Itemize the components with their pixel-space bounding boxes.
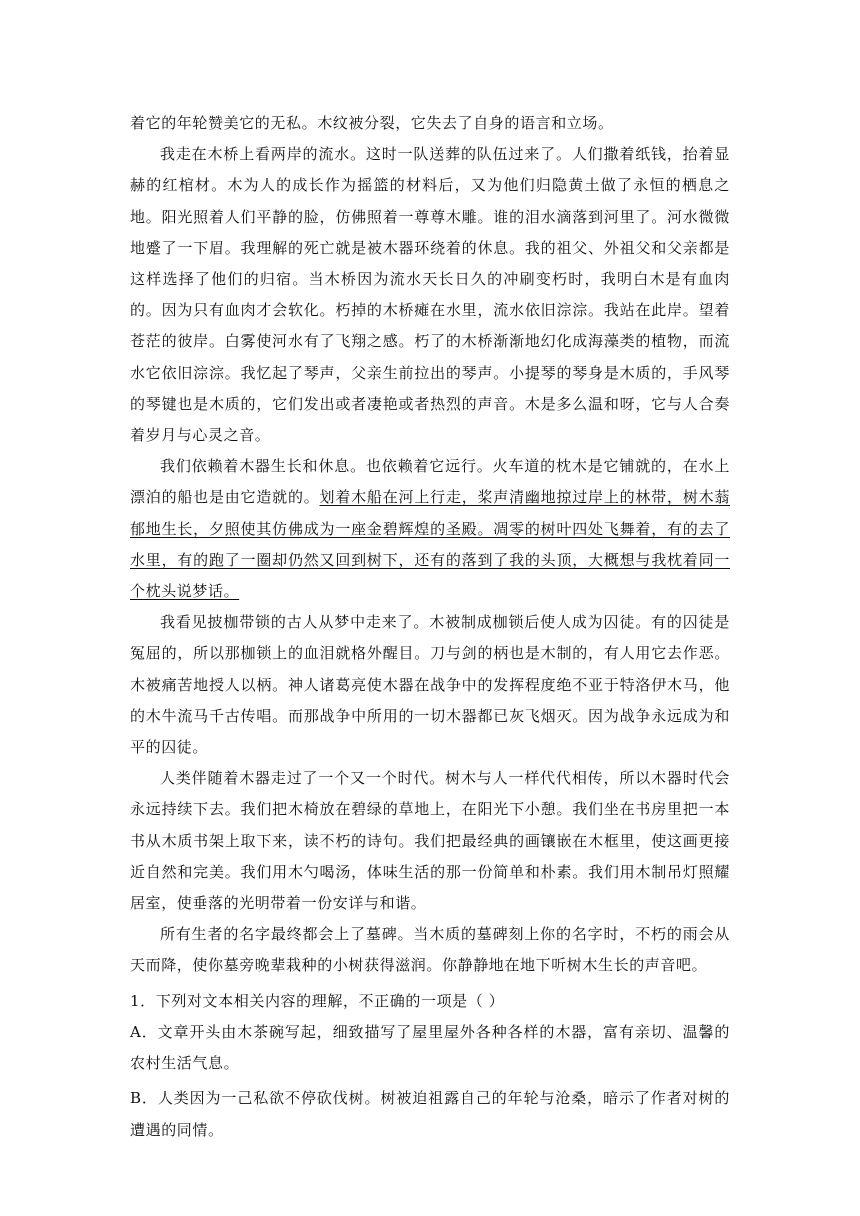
option-b: B．人类因为一己私欲不停砍伐树。树被迫祖露自己的年轮与沧桑，暗示了作者对树的遭遇的同情。 xyxy=(130,1089,730,1139)
paragraph-3: 我看见披枷带锁的古人从梦中走来了。木被制成枷锁后使人成为囚徒。有的囚徒是冤屈的，所以那枷锁上的血泪就格外醒目。刀与剑的柄也是木制的，有人用它去作恶。木被痛苦地授人以柄。神人诸葛亮使木器在战争中的发挥程度绝不亚于特洛伊木马，他的木牛流马千古传唱。而那战争中所用的一切木器都已灰飞烟灭。因为战争永远成为和平的囚徒。 xyxy=(130,613,730,757)
question-stem: 1．下列对文本相关内容的理解，不正确的一项是（ ） xyxy=(130,991,505,1010)
paragraph-0: 着它的年轮赞美它的无私。木纹被分裂，它失去了自身的语言和立场。 xyxy=(130,114,614,132)
underlined-passage: 划着木船在河上行走，桨声清幽地掠过岸上的林带，树木蓊郁地生长，夕照使其仿佛成为一座金碧辉煌的圣殿。凋零的树叶四处飞舞着，有的去了水里，有的跑了一圈却仍然又回到树下，还有的落到了我的头顶，大概想与我枕着同一个枕头说梦话。 xyxy=(130,488,731,601)
option-a: A．文章开头由木茶碗写起，细致描写了屋里屋外各种各样的木器，富有亲切、温馨的农村生活气息。 xyxy=(130,1022,730,1073)
document-page xyxy=(130,108,730,1146)
paragraph-2 xyxy=(130,451,730,607)
paragraph-2-text: 我们依赖着木器生长和休息。也依赖着它远行。火车道的枕木是它铺就的，在水上漂泊的船也是由它造就的。 xyxy=(130,457,730,507)
paragraph-4: 人类伴随着木器走过了一个又一个时代。树木与人一样代代相传，所以木器时代会永远持续下去。我们把木椅放在碧绿的草地上，在阳光下小憩。我们坐在书房里把一本书从木质书架上取下来，读不朽的诗句。我们把最经典的画镶嵌在木框里，使这画更接近自然和完美。我们用木勺喝汤，体味生活的那一份简单和朴素。我们用木制吊灯照耀居室，使垂落的光明带着一份安详与和谐。 xyxy=(130,769,730,913)
paragraph-1: 我走在木桥上看两岸的流水。这时一队送葬的队伍过来了。人们撒着纸钱，抬着显赫的红棺材。木为人的成长作为摇篮的材料后，又为他们归隐黄土做了永恒的栖息之地。阳光照着人们平静的脸，仿佛照着一尊尊木雕。谁的泪水滴落到河里了。河水微微地蹙了一下眉。我理解的死亡就是被木器环绕着的休息。我的祖父、外祖父和父亲都是这样选择了他们的归宿。当木桥因为流水天长日久的冲刷变朽时，我明白木是有血肉的。因为只有血肉才会软化。朽掉的木桥瘫在水里，流水依旧淙淙。我站在此岸。望着苍茫的彼岸。白雾使河水有了飞翔之感。朽了的木桥渐渐地幻化成海藻类的植物，而流水它依旧淙淙。我忆起了琴声，父亲生前拉出的琴声。小提琴的琴身是木质的，手风琴的琴键也是木质的，它们发出或者凄艳或者热烈的声音。木是多么温和呀，它与人合奏着岁月与心灵之音。 xyxy=(130,145,730,445)
paragraph-5: 所有生者的名字最终都会上了墓碑。当木质的墓碑刻上你的名字时，不朽的雨会从天而降，使你墓旁晚辈栽种的小树获得滋润。你静静地在地下听树木生长的声音吧。 xyxy=(130,925,730,975)
